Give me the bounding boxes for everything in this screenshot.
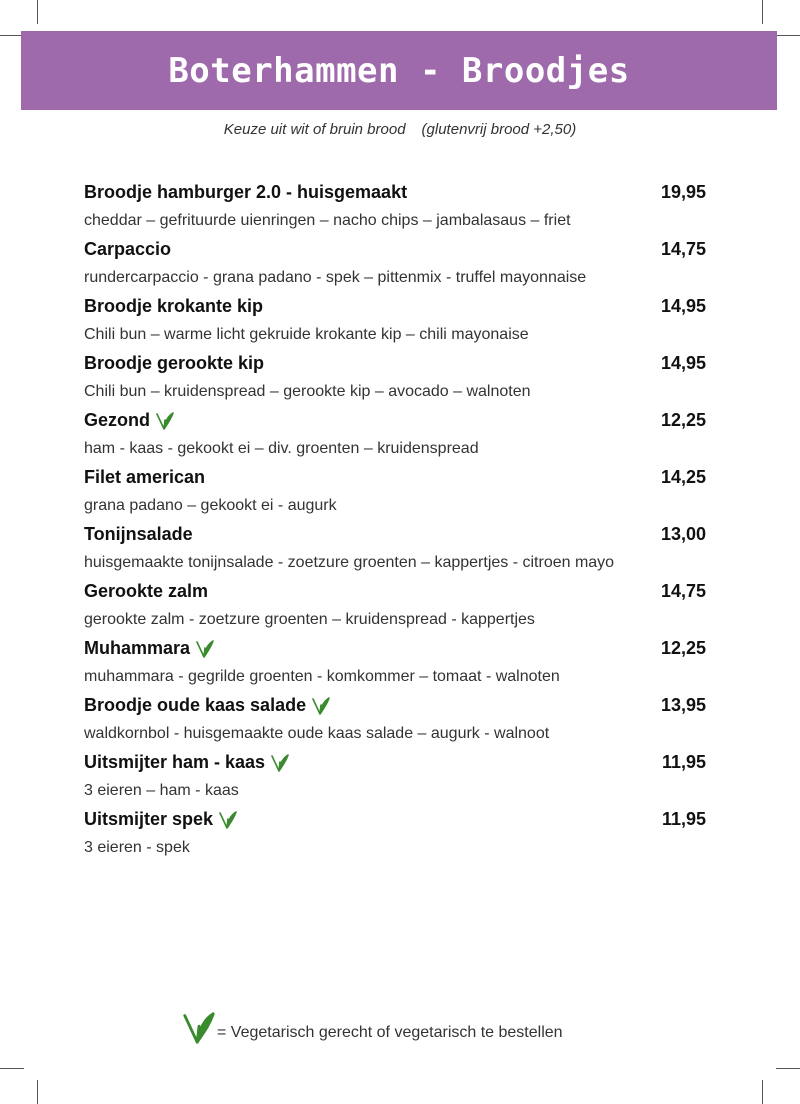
crop-mark: [776, 35, 800, 36]
menu-item: [84, 292, 706, 349]
menu-item-description: Chili bun – kruidenspread – gerookte kip – avocado – walnoten: [84, 383, 531, 400]
vegetarian-leaf-icon: [271, 753, 289, 773]
menu-item-name: Gerookte zalm: [84, 581, 209, 601]
menu-item: [84, 748, 706, 805]
menu-item-price: 14,75: [660, 239, 706, 259]
menu-item-price: 13,00: [660, 524, 706, 544]
menu-item-header: [84, 634, 706, 663]
menu-item-price: 11,95: [661, 809, 706, 829]
menu-item-header: [84, 292, 706, 321]
title-banner: [21, 31, 777, 110]
menu-item-header: [84, 748, 706, 777]
menu-item-header: [84, 520, 706, 549]
legend-text: = Vegetarisch gerecht of vegetarisch te bestellen: [217, 1024, 563, 1041]
menu-item: [84, 463, 706, 520]
menu-item: [84, 577, 706, 634]
menu-item: [84, 178, 706, 235]
menu-item-header: [84, 406, 706, 435]
menu-item-description: waldkornbol - huisgemaakte oude kaas salade – augurk - walnoot: [84, 725, 550, 742]
menu-item-price: 19,95: [660, 182, 706, 202]
menu-item-header: [84, 691, 706, 720]
menu-item-description: 3 eieren – ham - kaas: [84, 782, 239, 799]
menu-item: [84, 805, 706, 862]
vegetarian-leaf-icon: [312, 696, 330, 716]
crop-mark: [0, 1068, 24, 1069]
crop-mark: [37, 0, 38, 24]
menu-item-price: 14,25: [660, 467, 706, 487]
crop-mark: [762, 1080, 763, 1104]
crop-mark: [37, 1080, 38, 1104]
menu-item-price: 13,95: [660, 695, 706, 715]
menu-item: [84, 349, 706, 406]
menu-item-name: Uitsmijter ham - kaas: [84, 752, 266, 772]
menu-item-price: 14,95: [660, 296, 706, 316]
menu-item-description: ham - kaas - gekookt ei – div. groenten – kruidenspread: [84, 440, 479, 457]
vegetarian-leaf-icon: [183, 1009, 215, 1047]
legend: [183, 1008, 563, 1048]
menu-item-price: 11,95: [661, 752, 706, 772]
menu-item-header: [84, 463, 706, 492]
menu-item-header: [84, 577, 706, 606]
menu-item-header: [84, 349, 706, 378]
crop-mark: [776, 1068, 800, 1069]
menu-item-description: huisgemaakte tonijnsalade - zoetzure groenten – kappertjes - citroen mayo: [84, 554, 615, 571]
menu-item-header: [84, 805, 706, 834]
menu-item: [84, 406, 706, 463]
subtitle-glutenfree: (glutenvrij brood +2,50): [421, 121, 577, 138]
menu-item-name: Gezond: [84, 410, 150, 430]
subtitle: [0, 121, 800, 138]
menu-item-description: gerookte zalm - zoetzure groenten – kruidenspread - kappertjes: [84, 611, 535, 628]
menu-item-name: Uitsmijter spek: [84, 809, 214, 829]
menu-item-description: rundercarpaccio - grana padano - spek – pittenmix - truffel mayonnaise: [84, 269, 587, 286]
menu-item-name: Broodje oude kaas salade: [84, 695, 307, 715]
subtitle-bread-choice: Keuze uit wit of bruin brood: [223, 121, 406, 138]
menu-list: [84, 178, 706, 862]
vegetarian-leaf-icon: [196, 639, 214, 659]
menu-item: [84, 520, 706, 577]
menu-item-price: 14,95: [660, 353, 706, 373]
crop-mark: [762, 0, 763, 24]
menu-item: [84, 235, 706, 292]
menu-item-name: Carpaccio: [84, 239, 172, 259]
menu-item-description: 3 eieren - spek: [84, 839, 190, 856]
menu-item-name: Broodje gerookte kip: [84, 353, 265, 373]
menu-item-name: Broodje hamburger 2.0 - huisgemaakt: [84, 182, 408, 202]
menu-item-description: cheddar – gefrituurde uienringen – nacho chips – jambalasaus – friet: [84, 212, 571, 229]
menu-item-description: Chili bun – warme licht gekruide krokante kip – chili mayonaise: [84, 326, 529, 343]
menu-item-name: Filet american: [84, 467, 206, 487]
vegetarian-leaf-icon: [219, 810, 237, 830]
vegetarian-leaf-icon: [156, 411, 174, 431]
menu-item-description: muhammara - gegrilde groenten - komkommer – tomaat - walnoten: [84, 668, 560, 685]
menu-item: [84, 634, 706, 691]
menu-item-name: Tonijnsalade: [84, 524, 193, 544]
menu-item-name: Muhammara: [84, 638, 191, 658]
menu-item-description: grana padano – gekookt ei - augurk: [84, 497, 337, 514]
menu-item-name: Broodje krokante kip: [84, 296, 264, 316]
menu-item-header: [84, 178, 706, 207]
menu-item-header: [84, 235, 706, 264]
menu-item-price: 12,25: [660, 410, 706, 430]
menu-item: [84, 691, 706, 748]
menu-item-price: 12,25: [660, 638, 706, 658]
page-title: Boterhammen - Broodjes: [168, 50, 630, 91]
menu-item-price: 14,75: [660, 581, 706, 601]
